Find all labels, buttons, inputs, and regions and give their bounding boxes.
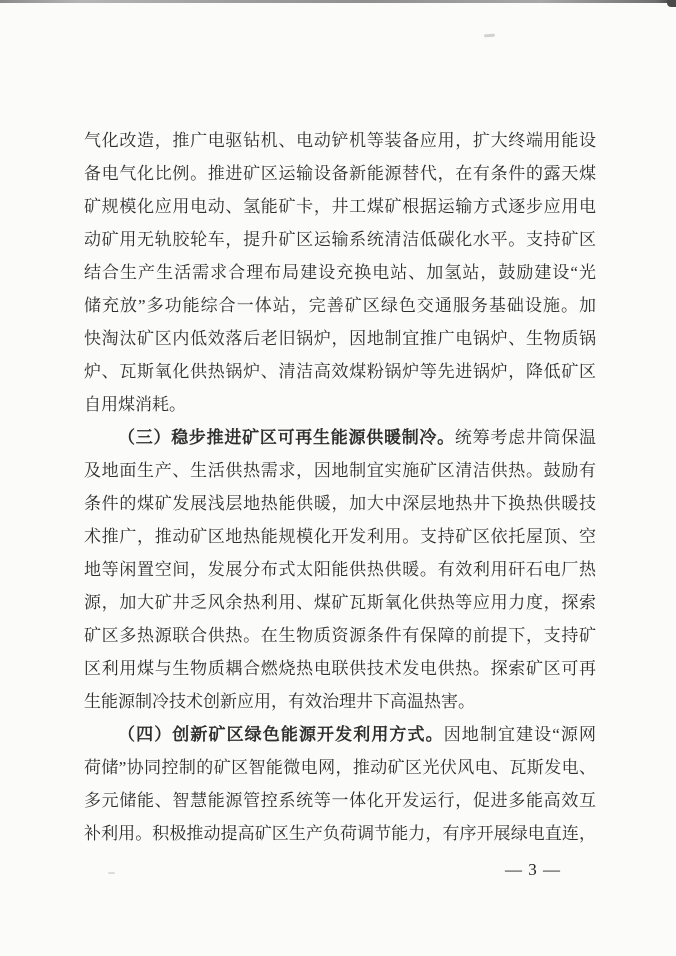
text-line: （四）创新矿区绿色能源开发利用方式。因地制宜建设“源网 [118, 725, 597, 744]
text-line: 气化改造，推广电驱钻机、电动铲机等装备应用，扩大终端用能设 [84, 131, 596, 150]
text-line: 源，加大矿井乏风余热利用、煤矿瓦斯氧化供热等应用力度，探索 [84, 593, 596, 612]
text-line: 矿规模化应用电动、氢能矿卡，井工煤矿根据运输方式逐步应用电 [84, 197, 596, 216]
text-line: 结合生产生活需求合理布局建设充换电站、加氢站，鼓励建设“光 [84, 263, 596, 282]
scan-corner-artifact [667, 0, 676, 7]
text-line: （三）稳步推进矿区可再生能源供暖制冷。统筹考虑井筒保温 [118, 428, 597, 447]
text-line: 补利用。积极推动提高矿区生产负荷调节能力，有序开展绿电直连， [84, 824, 596, 843]
text-line: 及地面生产、生活供热需求，因地制宜实施矿区清洁供热。鼓励有 [84, 461, 596, 480]
text-line: 矿区多热源联合供热。在生物质资源条件有保障的前提下，支持矿 [84, 626, 596, 645]
paragraph-lead: （四）创新矿区绿色能源开发利用方式。 [118, 725, 444, 744]
text-line: 多元储能、智慧能源管控系统等一体化开发运行，促进多能高效互 [84, 791, 596, 810]
text-line: 备电气化比例。推进矿区运输设备新能源替代，在有条件的露天煤 [84, 164, 596, 183]
text-line: 自用煤消耗。 [84, 395, 186, 414]
text-line: 荷储”协同控制的矿区智能微电网，推动矿区光伏风电、瓦斯发电、 [84, 758, 596, 777]
text-line: 动矿用无轨胶轮车，提升矿区运输系统清洁低碳化水平。支持矿区 [84, 230, 596, 249]
text-line: 生能源制冷技术创新应用，有效治理井下高温热害。 [84, 692, 475, 711]
document-body [84, 124, 596, 850]
text-line: 快淘汰矿区内低效落后老旧锅炉，因地制宜推广电锅炉、生物质锅 [84, 329, 596, 348]
text-line: 储充放”多功能综合一体站，完善矿区绿色交通服务基础设施。加 [84, 296, 596, 315]
scan-speck [484, 34, 495, 38]
text-line: 炉、瓦斯氧化供热锅炉、清洁高效煤粉锅炉等先进锅炉，降低矿区 [84, 362, 596, 381]
scan-speck [108, 872, 115, 874]
scan-top-edge-artifact [0, 0, 676, 3]
text-line: 条件的煤矿发展浅层地热能供暖，加大中深层地热井下换热供暖技 [84, 494, 596, 513]
text-line: 地等闲置空间，发展分布式太阳能供热供暖。有效利用矸石电厂热 [84, 560, 596, 579]
paragraph-lead: （三）稳步推进矿区可再生能源供暖制冷。 [118, 428, 455, 447]
page-number: — 3 — [505, 860, 561, 879]
text-line: 术推广，推动矿区地热能规模化开发利用。支持矿区依托屋顶、空 [84, 527, 596, 546]
text-line: 区利用煤与生物质耦合燃烧热电联供技术发电供热。探索矿区可再 [84, 659, 596, 678]
